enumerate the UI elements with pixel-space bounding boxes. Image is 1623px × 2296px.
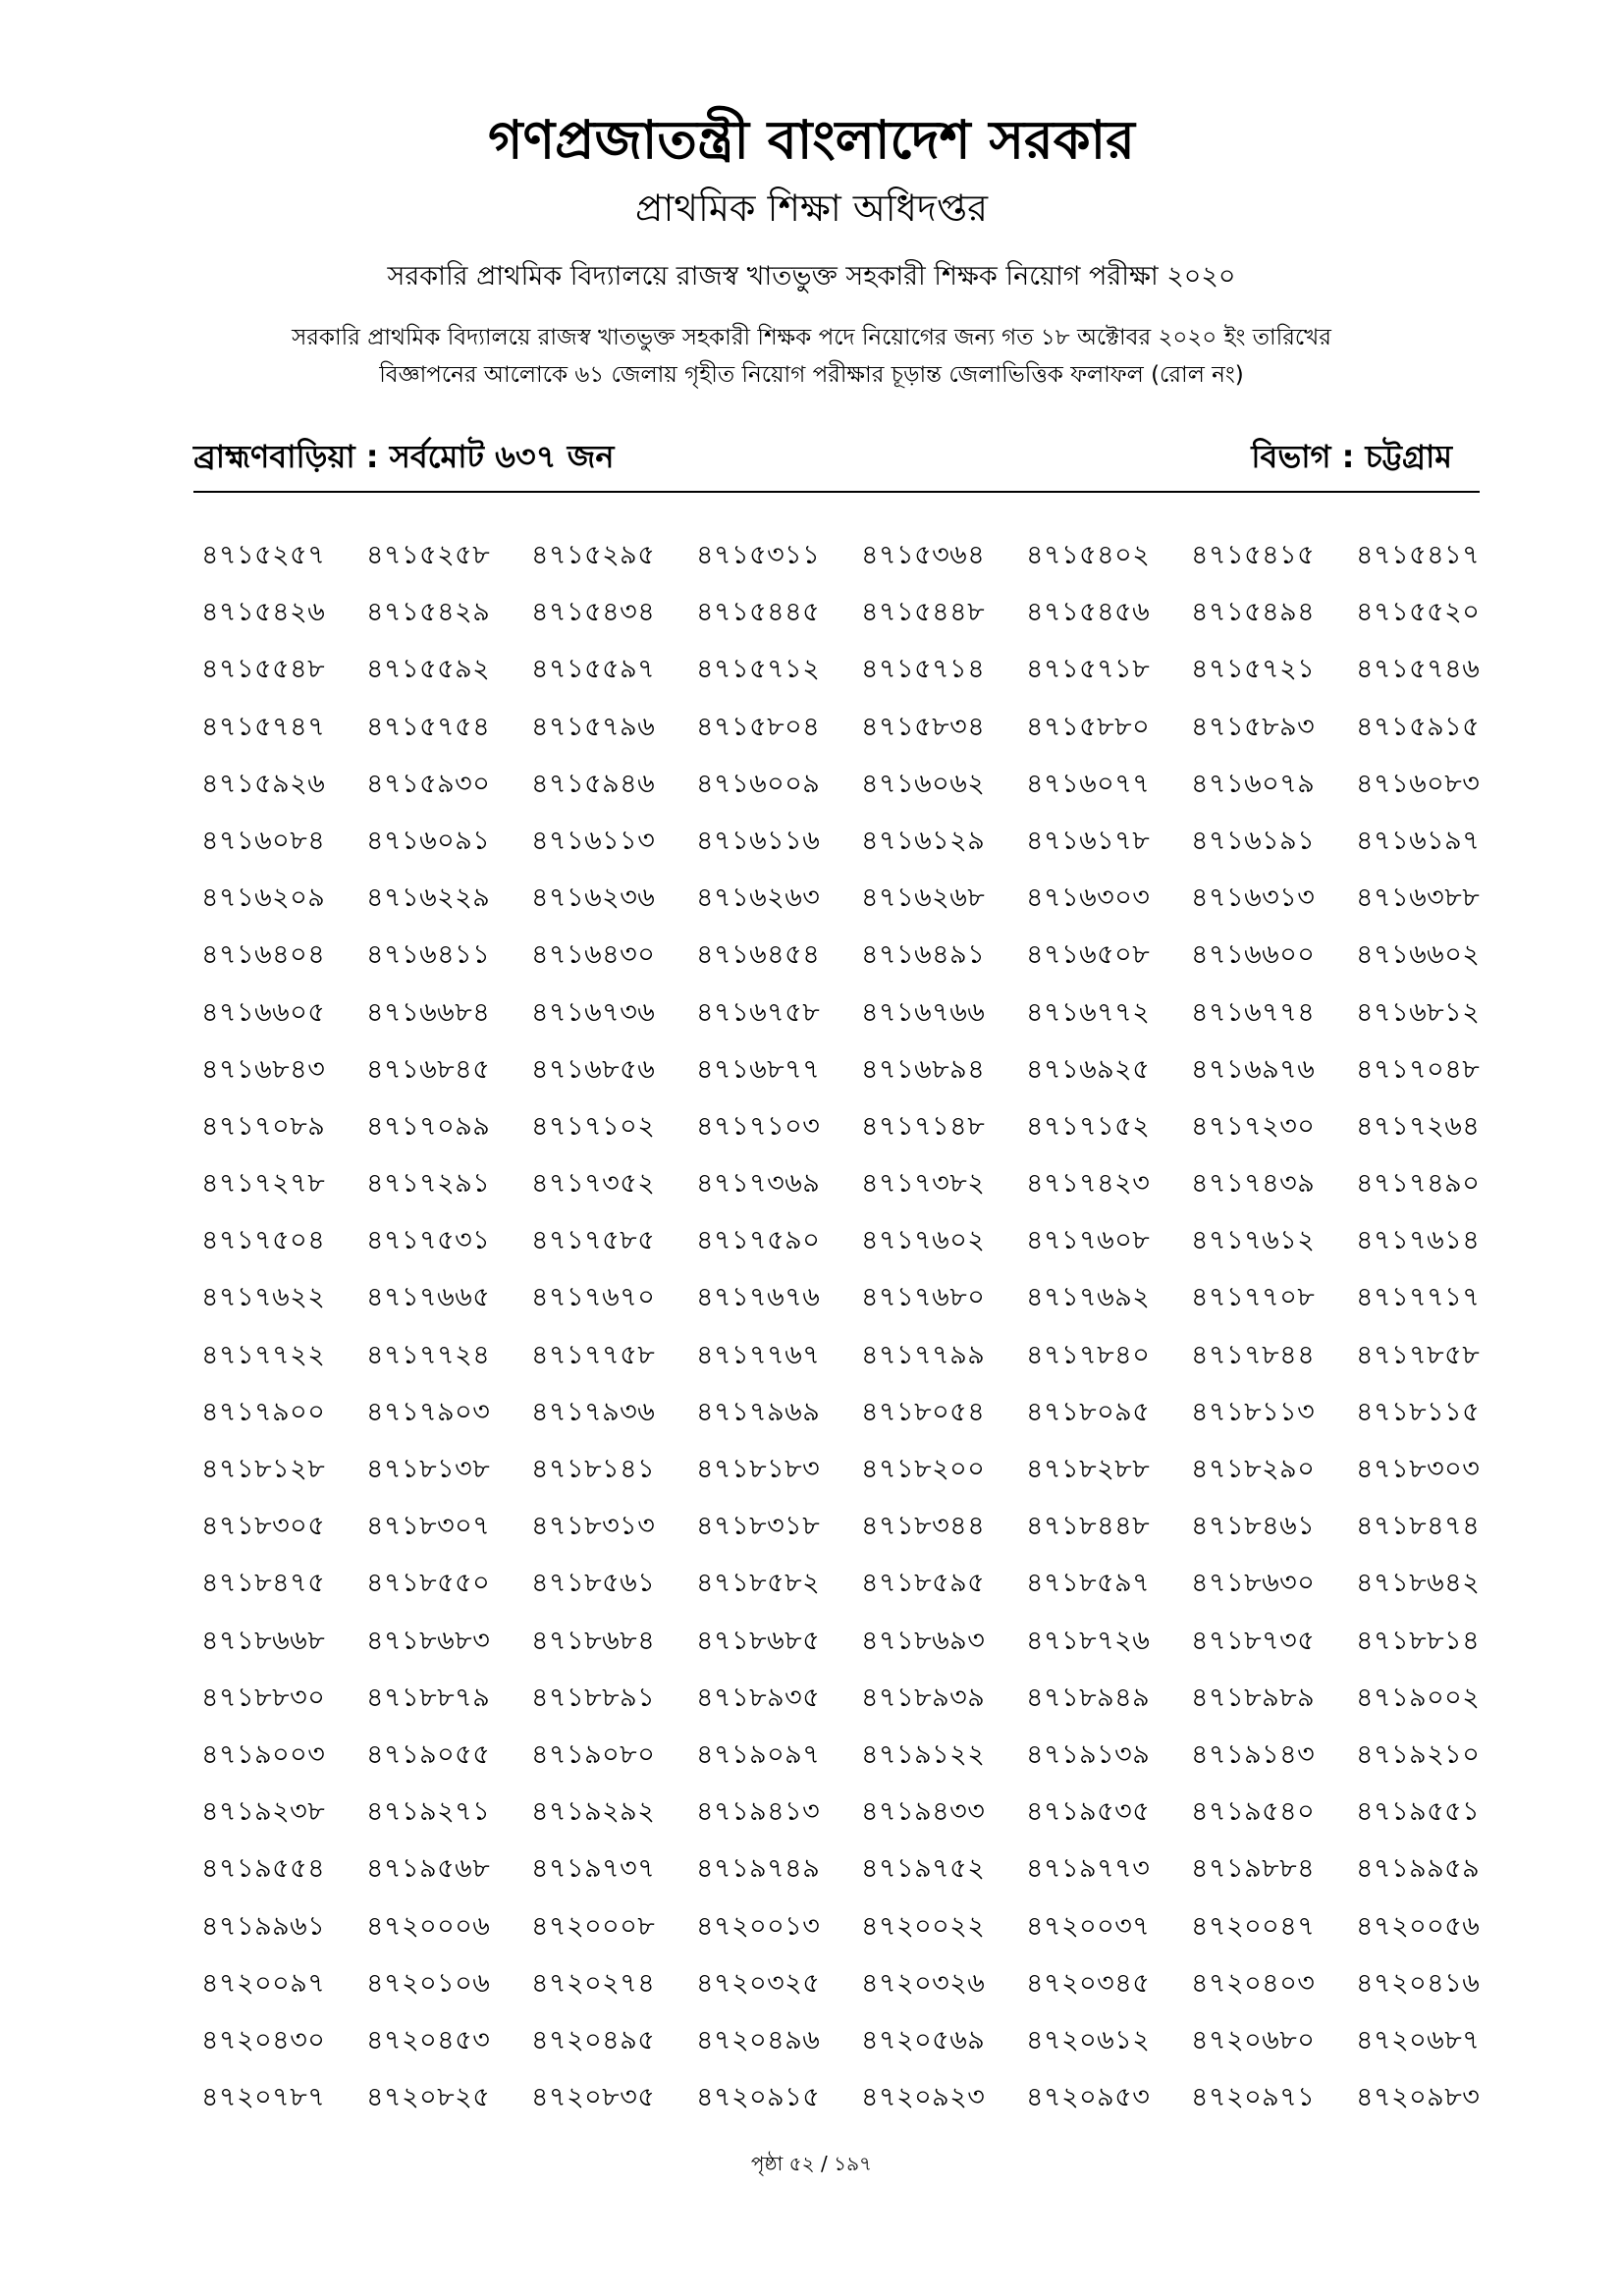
roll-number: ৪৭২০৭৮৭: [201, 2082, 326, 2113]
roll-number: ৪৭১৮৮৩০: [201, 1682, 326, 1713]
roll-number: ৪৭১৮২০০: [861, 1454, 986, 1484]
roll-number: ৪৭২০৯৫৩: [1026, 2082, 1151, 2113]
roll-number: ৪৭১৭৫৩১: [366, 1225, 491, 1256]
roll-number: ৪৭১৭৭৬৭: [696, 1339, 821, 1370]
roll-number: ৪৭১৭১৫২: [1026, 1110, 1151, 1142]
roll-number: ৪৭২০৩৪৫: [1026, 1967, 1151, 1999]
roll-number: ৪৭১৫৮৯৩: [1191, 711, 1316, 742]
roll-number: ৪৭১৭০৮৯: [201, 1110, 326, 1142]
roll-number: ৪৭১৫৪৫৬: [1026, 597, 1151, 628]
roll-number: ৪৭১৫২৫৭: [201, 540, 326, 570]
roll-number: ৪৭১৭২৯১: [366, 1168, 491, 1200]
roll-number: ৪৭২০৩২৬: [861, 1967, 986, 1999]
roll-number: ৪৭১৭৬৯২: [1026, 1282, 1151, 1313]
roll-number: ৪৭১৯০৫৫: [366, 1738, 491, 1770]
roll-number: ৪৭১৮৬৮৩: [366, 1625, 491, 1656]
roll-number: ৪৭১৬০৭৭: [1026, 768, 1151, 799]
roll-number: ৪৭১৭৮৪০: [1026, 1339, 1151, 1370]
division-label: বিভাগ : চট্টগ্রাম: [1251, 438, 1452, 475]
roll-number: ৪৭১৬২৩৬: [531, 882, 656, 914]
roll-number: ৪৭১৮১৩৮: [366, 1454, 491, 1484]
roll-number: ৪৭১৫৯২৬: [201, 768, 326, 799]
roll-number: ৪৭১৮১২৮: [201, 1454, 326, 1484]
roll-number: ৪৭১৬৪৯১: [861, 939, 986, 971]
roll-number: ৪৭১৫৫৪৮: [201, 654, 326, 685]
roll-number: ৪৭১৮৯৩৯: [861, 1682, 986, 1713]
roll-number: ৪৭১৮৫৯৭: [1026, 1568, 1151, 1599]
exam-title: সরকারি প্রাথমিক বিদ্যালয়ে রাজস্ব খাতভুক্ত সহকারী শিক্ষক নিয়োগ পরীক্ষা ২০২০: [387, 261, 1236, 292]
roll-number: ৪৭১৬১৯১: [1191, 825, 1316, 856]
roll-number: ৪৭১৭৯৩৬: [531, 1396, 656, 1427]
roll-number: ৪৭১৮৪৪৮: [1026, 1511, 1151, 1542]
roll-number: ৪৭১৭১৪৮: [861, 1110, 986, 1142]
roll-number: ৪৭১৭১০৩: [696, 1110, 821, 1142]
roll-number: ৪৭১৫৭৪৭: [201, 711, 326, 742]
roll-number: ৪৭১৬০৯১: [366, 825, 491, 856]
roll-number: ৪৭১৮৫৮২: [696, 1568, 821, 1599]
roll-number: ৪৭১৮৫৯৫: [861, 1568, 986, 1599]
roll-number: ৪৭১৮৬৮৫: [696, 1625, 821, 1656]
roll-number: ৪৭১৭৮৫৮: [1356, 1339, 1481, 1370]
roll-number: ৪৭১৭০৪৮: [1356, 1053, 1481, 1085]
roll-number: ৪৭১৫৪২৯: [366, 597, 491, 628]
roll-number: ৪৭১৯১৪৩: [1191, 1738, 1316, 1770]
roll-number: ৪৭১৫৯৪৬: [531, 768, 656, 799]
roll-number: ৪৭২০৯৭১: [1191, 2082, 1316, 2113]
roll-number: ৪৭১৫৪১৭: [1356, 540, 1481, 570]
roll-number: ৪৭১৬০৭৯: [1191, 768, 1316, 799]
roll-number: ৪৭১৫৭৯৬: [531, 711, 656, 742]
roll-number: ৪৭১৯০৯৭: [696, 1738, 821, 1770]
roll-number: ৪৭১৬৭৬৬: [861, 996, 986, 1028]
roll-number: ৪৭২০৪০৩: [1191, 1967, 1316, 1999]
roll-number: ৪৭১৮৪৭৪: [1356, 1511, 1481, 1542]
roll-number: ৪৭১৯৭৩৭: [531, 1853, 656, 1885]
roll-number: ৪৭১৬২২৯: [366, 882, 491, 914]
description-line-1: সরকারি প্রাথমিক বিদ্যালয়ে রাজস্ব খাতভুক্ত সহকারী শিক্ষক পদে নিয়োগের জন্য গত ১৮ অক্টোবর ২০২০ ইং তারিখের: [292, 325, 1331, 350]
roll-number: ৪৭১৭৬২২: [201, 1282, 326, 1313]
roll-number: ৪৭২০৮৩৫: [531, 2082, 656, 2113]
roll-number: ৪৭২০০২২: [861, 1910, 986, 1942]
roll-number: ৪৭১৬০৮৪: [201, 825, 326, 856]
roll-number: ৪৭১৫৭১৪: [861, 654, 986, 685]
roll-number: ৪৭১৬২০৯: [201, 882, 326, 914]
roll-number: ৪৭১৮৬৯৩: [861, 1625, 986, 1656]
roll-number: ৪৭১৬১৯৭: [1356, 825, 1481, 856]
roll-number: ৪৭১৭৬৭৬: [696, 1282, 821, 1313]
roll-number: ৪৭১৯৭৪৯: [696, 1853, 821, 1885]
roll-number: ৪৭১৮৬৪২: [1356, 1568, 1481, 1599]
roll-number: ৪৭১৭৪৩৯: [1191, 1168, 1316, 1200]
roll-number: ৪৭১৯৭৭৩: [1026, 1853, 1151, 1885]
roll-number: ৪৭১৬১১৩: [531, 825, 656, 856]
roll-number: ৪৭১৯৫৫১: [1356, 1796, 1481, 1828]
roll-number: ৪৭১৯৫৩৫: [1026, 1796, 1151, 1828]
roll-number: ৪৭১৫৫৯৭: [531, 654, 656, 685]
roll-number: ৪৭১৫৪৪৫: [696, 597, 821, 628]
roll-number: ৪৭১৫৭১২: [696, 654, 821, 685]
roll-number: ৪৭২০৬৮০: [1191, 2024, 1316, 2056]
roll-number: ৪৭১৫৪৩৪: [531, 597, 656, 628]
roll-number: ৪৭১৫৪১৫: [1191, 540, 1316, 570]
district-header: [193, 422, 1480, 481]
roll-number: ৪৭১৯৯৬১: [201, 1910, 326, 1942]
roll-number: ৪৭১৭৪২৩: [1026, 1168, 1151, 1200]
roll-number-grid: [201, 527, 1497, 2126]
roll-number: ৪৭১৭৬৬৫: [366, 1282, 491, 1313]
roll-number: ৪৭১৮৩০৭: [366, 1511, 491, 1542]
roll-number: ৪৭১৬৯৭৬: [1191, 1053, 1316, 1085]
roll-number: ৪৭১৬৮৯৪: [861, 1053, 986, 1085]
roll-number: ৪৭১৬৭৭৪: [1191, 996, 1316, 1028]
roll-number: ৪৭১৭৯০০: [201, 1396, 326, 1427]
roll-number: ৪৭১৮৯৩৫: [696, 1682, 821, 1713]
roll-number: ৪৭১৯২৭১: [366, 1796, 491, 1828]
roll-number: ৪৭১৭৬৭০: [531, 1282, 656, 1313]
roll-number: ৪৭১৬৩১৩: [1191, 882, 1316, 914]
roll-number: ৪৭১৬৪৫৪: [696, 939, 821, 971]
roll-number: ৪৭১৬০৬২: [861, 768, 986, 799]
roll-number: ৪৭১৭৩৮২: [861, 1168, 986, 1200]
roll-number: ৪৭২০০০৬: [366, 1910, 491, 1942]
roll-number: ৪৭১৬৭৫৮: [696, 996, 821, 1028]
roll-number: ৪৭১৫৯১৫: [1356, 711, 1481, 742]
roll-number: ৪৭১৯১৩৯: [1026, 1738, 1151, 1770]
roll-number: ৪৭২০২৭৪: [531, 1967, 656, 1999]
roll-number: ৪৭১৫৭১৮: [1026, 654, 1151, 685]
roll-number: ৪৭১৮৪৭৫: [201, 1568, 326, 1599]
roll-number: ৪৭১৬১২৯: [861, 825, 986, 856]
roll-number: ৪৭১৭৮৪৪: [1191, 1339, 1316, 1370]
roll-number: ৪৭১৬৬০০: [1191, 939, 1316, 971]
roll-number: ৪৭২০৪৫৩: [366, 2024, 491, 2056]
roll-number: ৪৭১৯৭৫২: [861, 1853, 986, 1885]
roll-number: ৪৭২০৯২৩: [861, 2082, 986, 2113]
roll-number: ৪৭১৮৩১৩: [531, 1511, 656, 1542]
roll-number: ৪৭১৭১০২: [531, 1110, 656, 1142]
roll-number: ৪৭২০১০৬: [366, 1967, 491, 1999]
roll-number: ৪৭১৬২৬৩: [696, 882, 821, 914]
roll-number: ৪৭২০০৫৬: [1356, 1910, 1481, 1942]
roll-number: ৪৭১৯৪৩৩: [861, 1796, 986, 1828]
roll-number: ৪৭১৯৮৮৪: [1191, 1853, 1316, 1885]
roll-number: ৪৭১৮৮১৪: [1356, 1625, 1481, 1656]
roll-number: ৪৭১৮০৯৫: [1026, 1396, 1151, 1427]
roll-number: ৪৭১৬৫০৮: [1026, 939, 1151, 971]
roll-number: ৪৭১৫৪২৬: [201, 597, 326, 628]
roll-number: ৪৭১৬৭৩৬: [531, 996, 656, 1028]
roll-number: ৪৭১৬৪০৪: [201, 939, 326, 971]
roll-number: ৪৭১৭৭০৮: [1191, 1282, 1316, 1313]
roll-number: ৪৭১৫৪৪৮: [861, 597, 986, 628]
roll-number: ৪৭১৭৬০৮: [1026, 1225, 1151, 1256]
roll-number: ৪৭১৮৪৬১: [1191, 1511, 1316, 1542]
roll-number: ৪৭১৫৪৯৪: [1191, 597, 1316, 628]
roll-number: ৪৭১৮৯৪৯: [1026, 1682, 1151, 1713]
roll-number: ৪৭১৭৭২২: [201, 1339, 326, 1370]
roll-number: ৪৭১৮১১৫: [1356, 1396, 1481, 1427]
roll-number: ৪৭১৯২৯২: [531, 1796, 656, 1828]
roll-number: ৪৭২০৪১৬: [1356, 1967, 1481, 1999]
department-title: প্রাথমিক শিক্ষা অধিদপ্তর: [634, 187, 989, 230]
roll-number: ৪৭১৮৮৯১: [531, 1682, 656, 1713]
page-number: পৃষ্ঠা ৫২ / ১৯৭: [750, 2152, 873, 2175]
roll-number: ৪৭২০৯৮৩: [1356, 2082, 1481, 2113]
roll-number: ৪৭১৯২১০: [1356, 1738, 1481, 1770]
roll-number: ৪৭১৫২৯৫: [531, 540, 656, 570]
roll-number: ৪৭২০০৩৭: [1026, 1910, 1151, 1942]
roll-number: ৪৭১৮৩০৩: [1356, 1454, 1481, 1484]
roll-number: ৪৭১৯৫৪০: [1191, 1796, 1316, 1828]
roll-number: ৪৭১৫৮০৪: [696, 711, 821, 742]
roll-number: ৪৭১৭৬০২: [861, 1225, 986, 1256]
roll-number: ৪৭১৬৮৭৭: [696, 1053, 821, 1085]
roll-number: ৪৭১৬৬৮৪: [366, 996, 491, 1028]
roll-number: ৪৭১৮১১৩: [1191, 1396, 1316, 1427]
roll-number: ৪৭২০৬৮৭: [1356, 2024, 1481, 2056]
roll-number: ৪৭১৮৫৫০: [366, 1568, 491, 1599]
roll-number: ৪৭১৮৬৬৮: [201, 1625, 326, 1656]
roll-number: ৪৭১৮৩১৮: [696, 1511, 821, 1542]
roll-number: ৪৭১৭৩৬৯: [696, 1168, 821, 1200]
roll-number: ৪৭১৯৪১৩: [696, 1796, 821, 1828]
roll-number: ৪৭১৭৭৫৮: [531, 1339, 656, 1370]
roll-number: ৪৭১৯৫৫৪: [201, 1853, 326, 1885]
roll-number: ৪৭১৬৪১১: [366, 939, 491, 971]
header-divider: [193, 491, 1480, 493]
roll-number: ৪৭১৮৬৩০: [1191, 1568, 1316, 1599]
roll-number: ৪৭১৭৫৯০: [696, 1225, 821, 1256]
roll-number: ৪৭১৮৩৪৪: [861, 1511, 986, 1542]
roll-number: ৪৭২০৪৯৫: [531, 2024, 656, 2056]
roll-number: ৪৭২০৬১২: [1026, 2024, 1151, 2056]
roll-number: ৪৭১৭৬১২: [1191, 1225, 1316, 1256]
roll-number: ৪৭২০৪৯৬: [696, 2024, 821, 2056]
roll-number: ৪৭১৯৯৫৯: [1356, 1853, 1481, 1885]
roll-number: ৪৭১৮৬৮৪: [531, 1625, 656, 1656]
government-title: গণপ্রজাতন্ত্রী বাংলাদেশ সরকার: [488, 109, 1135, 171]
roll-number: ৪৭১৮২৯০: [1191, 1454, 1316, 1484]
roll-number: ৪৭১৭২৩০: [1191, 1110, 1316, 1142]
roll-number: ৪৭১৭৭৯৯: [861, 1339, 986, 1370]
roll-number: ৪৭১৮৭২৬: [1026, 1625, 1151, 1656]
roll-number: ৪৭১৫৫৯২: [366, 654, 491, 685]
roll-number: ৪৭১৬৩০৩: [1026, 882, 1151, 914]
roll-number: ৪৭১৬৮৪৫: [366, 1053, 491, 1085]
roll-number: ৪৭১৬৮১২: [1356, 996, 1481, 1028]
roll-number: ৪৭১৭৬১৪: [1356, 1225, 1481, 1256]
roll-number: ৪৭১৭৭১৭: [1356, 1282, 1481, 1313]
roll-number: ৪৭১৮৫৬১: [531, 1568, 656, 1599]
roll-number: ৪৭১৫২৫৮: [366, 540, 491, 570]
roll-number: ৪৭১৯০৮০: [531, 1738, 656, 1770]
roll-number: ৪৭১৯০০২: [1356, 1682, 1481, 1713]
roll-number: ৪৭২০৮২৫: [366, 2082, 491, 2113]
roll-number: ৪৭১৫৮৩৪: [861, 711, 986, 742]
roll-number: ৪৭১৬০০৯: [696, 768, 821, 799]
roll-number: ৪৭১৮৩০৫: [201, 1511, 326, 1542]
roll-number: ৪৭১৫৩৬৪: [861, 540, 986, 570]
roll-number: ৪৭১৬২৬৮: [861, 882, 986, 914]
roll-number: ৪৭২০০১৩: [696, 1910, 821, 1942]
roll-number: ৪৭১৯২৩৮: [201, 1796, 326, 1828]
roll-number: ৪৭২০৫৬৯: [861, 2024, 986, 2056]
roll-number: ৪৭১৬৭৭২: [1026, 996, 1151, 1028]
roll-number: ৪৭১৯১২২: [861, 1738, 986, 1770]
roll-number: ৪৭১৬৩৮৮: [1356, 882, 1481, 914]
roll-number: ৪৭১৯০০৩: [201, 1738, 326, 1770]
roll-number: ৪৭১৬৬০৫: [201, 996, 326, 1028]
roll-number: ৪৭২০৯১৫: [696, 2082, 821, 2113]
roll-number: ৪৭১৮৮৭৯: [366, 1682, 491, 1713]
roll-number: ৪৭১৫৭৪৬: [1356, 654, 1481, 685]
roll-number: ৪৭২০৪৩০: [201, 2024, 326, 2056]
roll-number: ৪৭১৫৮৮০: [1026, 711, 1151, 742]
roll-number: ৪৭১৭৩৫২: [531, 1168, 656, 1200]
district-total-label: ব্রাহ্মণবাড়িয়া : সর্বমোট ৬৩৭ জন: [193, 438, 615, 475]
roll-number: ৪৭১৭৫০৪: [201, 1225, 326, 1256]
roll-number: ৪৭১৬১৭৮: [1026, 825, 1151, 856]
roll-number: ৪৭১৭২৭৮: [201, 1168, 326, 1200]
roll-number: ৪৭১৫৩১১: [696, 540, 821, 570]
roll-number: ৪৭১৭৪৯০: [1356, 1168, 1481, 1200]
roll-number: ৪৭১৬৯২৫: [1026, 1053, 1151, 1085]
roll-number: ৪৭১৬৪৩০: [531, 939, 656, 971]
roll-number: ৪৭১৫৭৫৪: [366, 711, 491, 742]
roll-number: ৪৭১৮৭৩৫: [1191, 1625, 1316, 1656]
roll-number: ৪৭১৮০৫৪: [861, 1396, 986, 1427]
roll-number: ৪৭২০০০৮: [531, 1910, 656, 1942]
roll-number: ৪৭১৭৯০৩: [366, 1396, 491, 1427]
description-line-2: বিজ্ঞাপনের আলোকে ৬১ জেলায় গৃহীত নিয়োগ পরীক্ষার চূড়ান্ত জেলাভিত্তিক ফলাফল (রোল নং): [379, 362, 1244, 388]
roll-number: ৪৭১৬৮৫৬: [531, 1053, 656, 1085]
roll-number: ৪৭১৯৫৬৮: [366, 1853, 491, 1885]
roll-number: ৪৭২০০৪৭: [1191, 1910, 1316, 1942]
roll-number: ৪৭১৫৫২০: [1356, 597, 1481, 628]
roll-number: ৪৭১৭০৯৯: [366, 1110, 491, 1142]
roll-number: ৪৭১৫৪০২: [1026, 540, 1151, 570]
roll-number: ৪৭১৭৭২৪: [366, 1339, 491, 1370]
roll-number: ৪৭১৮১৮৩: [696, 1454, 821, 1484]
roll-number: ৪৭১৬৮৪৩: [201, 1053, 326, 1085]
roll-number: ৪৭১৮২৮৮: [1026, 1454, 1151, 1484]
roll-number: ৪৭২০০৯৭: [201, 1967, 326, 1999]
roll-number: ৪৭১৭৫৮৫: [531, 1225, 656, 1256]
roll-number: ৪৭১৫৭২১: [1191, 654, 1316, 685]
roll-number: ৪৭১৮১৪১: [531, 1454, 656, 1484]
roll-number: ৪৭১৭৯৬৯: [696, 1396, 821, 1427]
roll-number: ৪৭১৫৯৩০: [366, 768, 491, 799]
roll-number: ৪৭১৬১১৬: [696, 825, 821, 856]
roll-number: ৪৭২০৩২৫: [696, 1967, 821, 1999]
roll-number: ৪৭১৬০৮৩: [1356, 768, 1481, 799]
roll-number: ৪৭১৮৯৮৯: [1191, 1682, 1316, 1713]
roll-number: ৪৭১৭৬৮০: [861, 1282, 986, 1313]
roll-number: ৪৭১৭২৬৪: [1356, 1110, 1481, 1142]
roll-number: ৪৭১৬৬০২: [1356, 939, 1481, 971]
